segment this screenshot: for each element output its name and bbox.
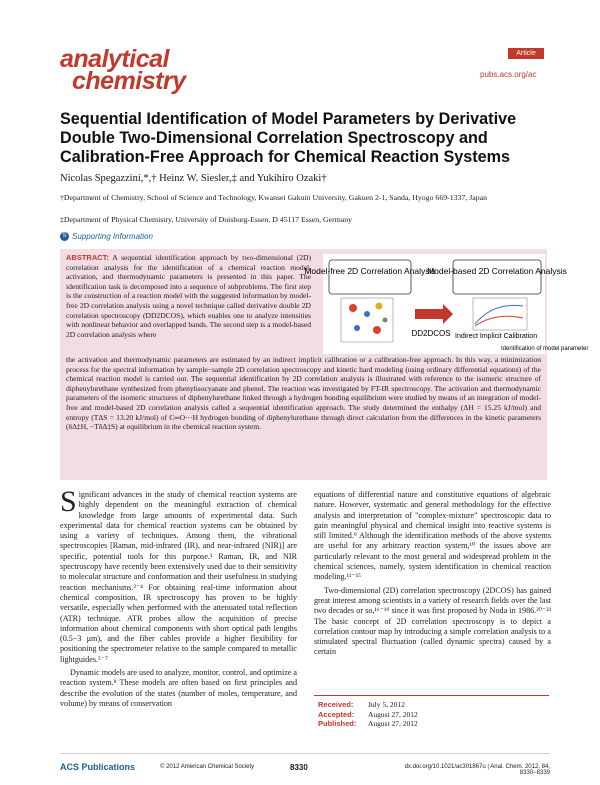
supporting-info-label: Supporting Information [72,232,153,241]
footer-divider [60,753,550,754]
published-label: Published: [318,719,357,728]
acs-publications-logo: ACS Publications [60,762,136,772]
accepted-date: August 27, 2012 [368,709,418,719]
author-list: Nicolas Spegazzini,*,† Heinz W. Siesler,‡ and Yukihiro Ozaki† [60,173,327,184]
article-type-badge: Article [508,48,544,59]
body-col1-para1: ignificant advances in the study of chemical reaction systems are highly dependent on the meaningful extraction of chemical knowledge from large amounts of experimental data. Such experimental data for chemical reaction systems can be obtained by using a variety of techniques. Among them, the vibrational spectroscopies [Raman, mid-infrared (IR), and near-infrared (NIR)] are specific, potential tools for this purpose.¹ Raman, IR, and NIR spectroscopy have recently been extensively used due to their sensitivity to molecular structure and conformation and their usefulness in studying reaction mechanisms.²⁻⁴ For obtaining real-time information about chemical composition, IR spectroscopy has proven to be highly versatile, especially when performed with the attenuated total reflection (ATR) technique. ATR probes allow the acquisition of precise information about chemical components with short optical path lengths (0.5−3 μm), and the fiber cables provide a higher flexibility for positioning the spectrometer relative to the sample compared to metallic lightguides.⁵⁻⁷ [60,490,297,664]
copyright-notice: © 2012 American Chemical Society [160,764,255,770]
paper-title: Sequential Identification of Model Parameters by Derivative Double Two-Dimensional Correlation Spectroscopy and Calibration-Free Approach for Chemical Reaction Systems [60,110,517,166]
received-label: Received: [318,700,354,709]
affiliation-2: ‡Department of Physical Chemistry, University of Duisburg-Essen, D 45117 Essen, Germany [60,215,353,224]
journal-name-line2: chemistry [72,67,186,95]
accepted-label: Accepted: [318,709,355,719]
journal-name-line1: analytical [60,45,169,73]
doi-citation[interactable]: dx.doi.org/10.1021/ac301867u | Anal. Chem. 2012, 84, 8330−8339 [404,764,550,776]
supporting-info-link[interactable] [60,232,153,241]
supporting-info-icon: S [60,232,69,241]
dates-divider [314,695,549,696]
toc-model-based-text: Model-based 2D Correlation Analysis [427,266,567,276]
page-number: 8330 [290,763,308,772]
abstract-label: ABSTRACT: [66,253,109,262]
body-col2-para2: Two-dimensional (2D) correlation spectroscopy (2DCOS) has gained great interest among scientists in a variety of research fields over the last two decades or so,¹⁶⁻¹⁹ since it was first proposed by Noda in 1986.²⁰⁻²³ The basic concept of 2D correlation spectroscopy is to depict a correlation contour map by introducing a simple correlation analysis to a stimulated spectral fluctuation (called dynamic spectra) caused by a certain [314,585,551,657]
body-col2-para1: equations of differential nature and constitutive equations of algebraic nature. However, systematic and general methodology for the effective analysis and interpretation of "complex-mixture" spectroscopic data to gain meaningful physical and chemical insight into reactive systems is still limited.⁹ Although the identification methods of the above systems are useful for any arbitrary reaction system,¹⁰ the issues above are particularly relevant to the most general and widespread problem in the chemical sciences, namely, system identification in chemical reaction modeling.¹¹⁻¹⁵ [314,490,551,582]
abstract-text-2: the activation and thermodynamic parameters are estimated by an indirect implicit calibration or a calibration-free approach. In this way, a minimization process for the spectral information by sample−sample 2D correlation spectroscopy and kinetic hard modeling (using ordinary differential equations) of the chemical reaction model is carried out. The sequential identification by 2D correlation analysis is illustrated with reference to the isomeric structure of diphenylurethane synthesized from phenylisocyanate and phenol. The reaction was investigated by FT-IR spectroscopy. The activation and thermodynamic parameters of the isomeric structures of diphenylurethane linked through a hydrogen bonding equilibrium were studied by means of an integration of model-free and model-based 2D correlation analysis called a sequential identification approach. The study determined the enthalpy (ΔH = 15.25 kJ/mol) and entropy (TΔS = 13.20 kJ/mol) of C═O···H hydrogen bonding of diphenylurethane through direct calculation from the differences in the kinetic parameters (δΔ‡H, −TδΔ‡S) at equilibrium in the chemical reaction system. [66,355,541,432]
toc-identification: Identification of model parameter [501,346,589,352]
published-date: August 27, 2012 [368,719,418,728]
toc-indirect: Indirect Implicit Calibration [455,333,538,340]
abstract-part1 [66,253,311,339]
toc-model-free-line1: Model-free 2D Correlation Analysis [304,266,436,276]
publication-dates [318,700,418,729]
body-col1-para2: Dynamic models are used to analyze, monitor, control, and optimize a reaction system.⁸ These models are often based on first principles and describe the evolution of the states (number of moles, temperature, and volume) by means of conservation [60,668,297,708]
journal-logo [60,45,186,95]
toc-contour-map-right [473,298,527,330]
toc-dd2dcos: DD2DCOS [411,329,451,338]
body-column-2 [314,490,551,661]
journal-url[interactable]: pubs.acs.org/ac [480,70,537,79]
drop-cap: S [60,485,77,518]
body-column-1 [60,485,297,712]
affiliation-1: †Department of Chemistry, School of Science and Technology, Kwansei Gakuin University, Gakuen 2-1, Sanda, Hyogo 669-1337, Japan [60,193,487,202]
received-date: July 5, 2012 [368,700,405,709]
toc-graphic [304,254,589,354]
abstract-text-1: A sequential identification approach by two-dimensional (2D) correlation analysis for the identification of a chemical reaction model, activation, and thermodynamic parameters is presented in this paper. The identification task is decomposed into a sequence of subproblems. The first step is the construction of a reaction model with the suggested information by model-free 2D correlation analysis using a novel technique called derivative double 2D correlation spectroscopy (DD2DCOS), which enables one to analyze intensities with nonlinear behavior and overlapped bands. The second step is a model-based 2D correlation analysis where [66,253,311,339]
toc-contour-map-left [341,298,393,342]
